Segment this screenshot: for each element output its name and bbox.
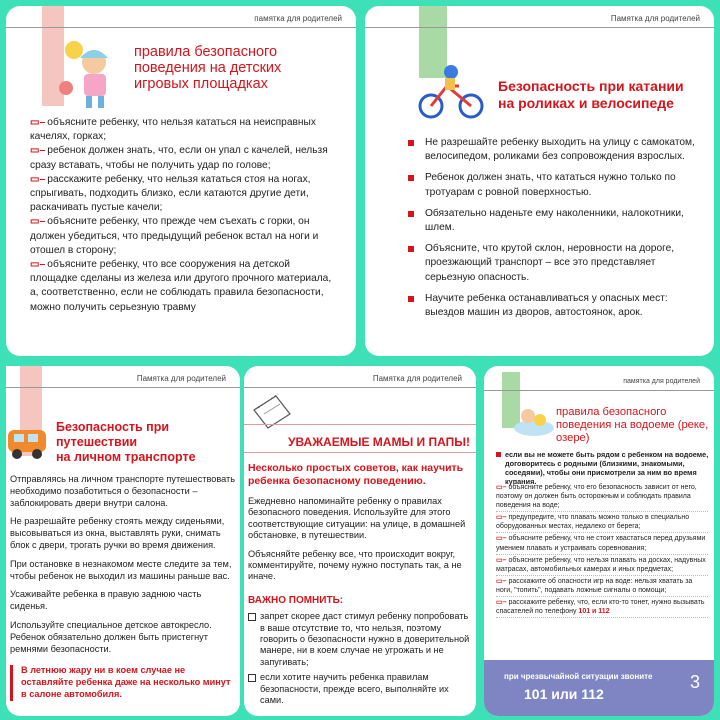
list-item: ▭– объясните ребенку, что нельзя кататься на неисправных качелях, горках; <box>30 117 316 143</box>
car-icon <box>6 420 50 464</box>
header-divider <box>365 27 714 28</box>
paragraph: Объясняйте ребенку все, что происходит вокруг, комментируйте, почему нужно поступать так, а не иначе. <box>248 548 462 582</box>
list-item: Объясните, что крутой склон, неровности на дороге, проезжающий транспорт – все это представляет серьезную опасность. <box>405 242 701 285</box>
list-item: ▭– объясните ребенку, что прежде чем съехать с горки, он должен убедиться, что предыдущий ребенок встал на ноги и отошел в сторону; <box>30 216 319 256</box>
list-item: ▭– объясните ребенку, что его безопасность зависит от него, поэтому он должен быть осторожным и соблюдать правила поведения на воде; <box>496 482 708 512</box>
card-body <box>10 474 238 701</box>
list-item: Обязательно наденьте ему наколенники, налокотники, шлем. <box>405 207 701 235</box>
paragraph: При остановке в незнакомом месте следите за тем, чтобы ребенок не выходил из машины раньше вас. <box>10 558 232 581</box>
header-label: памятка для родителей <box>623 378 700 385</box>
card-water <box>484 366 714 716</box>
list-item: ▭– расскажите об опасности игр на воде: нельзя хватать за ноги, "топить", подавать ложные сигналы о помощи; <box>496 576 708 597</box>
paragraph: Ежедневно напоминайте ребенку о правилах безопасного поведения. Используйте для этого соответствующие ситуации: на улице, в домашней обстановке, в путешествии. <box>248 496 466 541</box>
header-divider <box>484 390 714 391</box>
card-body <box>30 116 334 315</box>
divider <box>244 424 476 425</box>
footer-text: при чрезвычайной ситуации звоните <box>504 672 653 681</box>
card-car-travel <box>6 366 240 716</box>
swimming-child-icon <box>512 400 556 440</box>
checklist-item: если хотите научить ребенка правилам безопасности, прежде всего, выполняйте их сами. <box>248 672 474 706</box>
checklist-item: запрет скорее даст стимул ребенку попробовать в ваше отсутствие то, что нельзя, поэтому говорить о безопасности нужно в доверительной манере, ни в коем случае не угрожать и не запугивать; <box>248 611 474 668</box>
section-heading: ВАЖНО ПОМНИТЬ: <box>248 594 344 606</box>
emergency-numbers: 101 или 112 <box>524 686 604 702</box>
list-item: ▭– объясните ребенку, что все сооружения на детской площадке сделаны из железа или другого прочного материала, а, соответственно, если не соблюдать правила безопасности, можно получить серьезную травму <box>30 259 332 313</box>
list-item: Научите ребенка останавливаться у опасных мест: выездов машин из дворов, автостоянок, арок. <box>405 292 701 320</box>
list-item: Не разрешайте ребенку выходить на улицу с самокатом, велосипедом, роликами без сопровождения взрослых. <box>405 136 701 164</box>
lead-text: если вы не можете быть рядом с ребенком на водоеме, договоритесь с родными (близкими, знакомыми, соседями), чтобы они присмотрели за ним во время купания. <box>496 450 714 486</box>
card-title: Безопасность при катании на роликах и велосипеде <box>498 78 684 111</box>
card-body <box>405 136 701 327</box>
list-item: Ребенок должен знать, что кататься нужно только по тротуарам с ровной поверхностью. <box>405 171 701 199</box>
paragraph: Усаживайте ребенка в правую заднюю часть сиденья. <box>10 589 202 612</box>
phone-numbers: 101 и 112 <box>578 608 610 616</box>
card-cycling <box>365 6 714 356</box>
header-label: памятка для родителей <box>254 14 342 23</box>
paragraph: Отправляясь на личном транспорте путешествовать необходимо позаботиться о безопасности – заблокировать двери внутри салона. <box>10 474 236 508</box>
card-body <box>248 496 474 711</box>
header-label: Памятка для родителей <box>372 374 462 383</box>
list-item: ▭– расскажите ребенку, что, если кто-то тонет, нужно вызывать спасателей по телефону 101 и 112 <box>496 597 708 618</box>
header-divider <box>6 387 240 388</box>
list-item: ▭– ребенок должен знать, что, если он упал с качелей, нельзя сразу вставать, чтобы не получить удар по голове; <box>30 145 328 171</box>
card-title: Безопасность при путешествии на личном транспорте <box>56 420 196 464</box>
list-item: ▭– объясните ребенку, что не стоит хвастаться перед друзьями умением плавать и устраивать соревнования; <box>496 533 708 554</box>
header-divider <box>244 387 476 388</box>
child-illustration-icon <box>50 36 130 112</box>
header-label: Памятка для родителей <box>610 14 700 23</box>
page-number: 3 <box>689 672 700 692</box>
intro-text: Несколько простых советов, как научить ребенка безопасному поведению. <box>248 462 464 487</box>
card-title: правила безопасного поведения на водоеме (реке, озере) <box>556 406 709 444</box>
card-title: УВАЖАЕМЫЕ МАМЫ И ПАПЫ! <box>288 435 470 449</box>
list-item: ▭– предупредите, что плавать можно только в специально оборудованных местах, недалеко от берега; <box>496 512 708 533</box>
list-item: ▭– объясните ребенку, что нельзя плавать на досках, надувных матрасах, автомобильных камерах и иных предметах; <box>496 555 708 576</box>
header-label: Памятка для родителей <box>136 374 226 383</box>
paragraph: Не разрешайте ребенку стоять между сиденьями, высовываться из окна, выставлять руки, снимать блок с двери, трогать ручки во время движения. <box>10 516 225 550</box>
card-body <box>496 482 708 618</box>
card-parents <box>244 366 476 716</box>
card-title: правила безопасного поведения на детских игровых площадках <box>134 44 282 92</box>
paragraph: Используйте специальное детское автокресло. Ребенок обязательно должен быть пристегнут ремнями безопасности. <box>10 619 212 654</box>
warning-note: В летнюю жару ни в коем случае не оставляйте ребенка даже на несколько минут в салоне автомобиля. <box>10 665 238 700</box>
divider <box>244 452 476 453</box>
bicycle-icon <box>417 64 487 120</box>
list-item: ▭– расскажите ребенку, что нельзя кататься стоя на ногах, спрыгивать, подходить близко, если катаются другие дети, раскачивать пустые качели; <box>30 173 311 214</box>
header-divider <box>6 27 356 28</box>
card-playground <box>6 6 356 356</box>
emergency-footer <box>484 660 714 716</box>
